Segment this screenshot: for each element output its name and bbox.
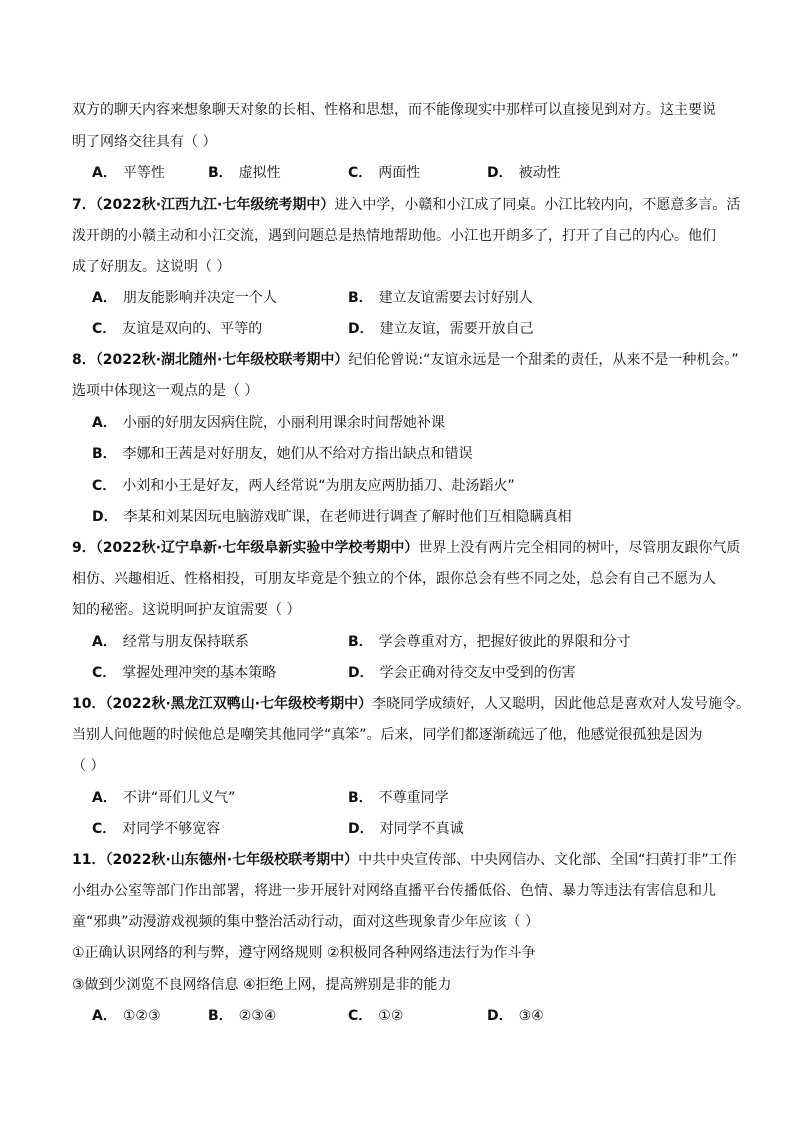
q8-stem-line-2: 选项中体现这一观点的是（ ） xyxy=(72,383,259,399)
q11-option-b: B． ②③④ xyxy=(208,1008,277,1024)
q7-stem-line-3: 成了好朋友。这说明（ ） xyxy=(72,259,231,275)
question-source: （2022秋·黑龙江双鸭山·七年级校考期中） xyxy=(105,696,373,712)
question-source: （2022秋·山东德州·七年级校联考期中） xyxy=(105,852,359,868)
q6-option-a: A． 平等性 xyxy=(92,165,165,181)
q9-option-a: A． 经常与朋友保持联系 xyxy=(92,634,249,650)
q10-stem-line-1: 10．（2022秋·黑龙江双鸭山·七年级校考期中）李晓同学成绩好，人又聪明，因此他总是喜欢对人发号施令。 xyxy=(72,696,751,712)
q8-option-d: D． 李某和刘某因玩电脑游戏旷课，在老师进行调查了解时他们互相隐瞒真相 xyxy=(92,509,572,525)
q9-option-c: C． 掌握处理冲突的基本策略 xyxy=(92,665,277,681)
q9-option-d: D． 学会正确对待交友中受到的伤害 xyxy=(348,665,576,681)
q11-option-d: D． ③④ xyxy=(487,1008,544,1024)
q7-option-d: D． 建立友谊，需要开放自己 xyxy=(348,321,534,337)
q9-option-b: B． 学会尊重对方，把握好彼此的界限和分寸 xyxy=(348,634,631,650)
q11-option-a: A． ①②③ xyxy=(92,1008,161,1024)
q6-stem-line-2: 明了网络交往具有（ ） xyxy=(72,134,217,150)
q6-option-c: C． 两面性 xyxy=(348,165,421,181)
q6-option-d: D． 被动性 xyxy=(487,165,561,181)
question-number: 7． xyxy=(72,197,96,213)
q9-stem-line-2: 相仿、兴趣相近、性格相投，可朋友毕竟是个独立的个体，跟你总会有些不同之处，总会有自己不愿为人 xyxy=(72,571,716,587)
q10-option-d: D． 对同学不真诚 xyxy=(348,821,464,837)
question-number: 11． xyxy=(72,852,106,868)
q8-option-c: C． 小刘和小王是好友，两人经常说“为朋友应两肋插刀、赴汤蹈火” xyxy=(92,478,515,494)
q8-stem-line-1: 8．（2022秋·湖北随州·七年级校联考期中）纪伯伦曾说:“友谊永远是一个甜柔的责任，从来不是一种机会。” xyxy=(72,352,739,368)
q9-stem-line-1: 9．（2022秋·辽宁阜新·七年级阜新实验中学校考期中）世界上没有两片完全相同的树叶，尽管朋友跟你气质 xyxy=(72,540,741,556)
q11-statements-line-2: ③做到少浏览不良网络信息 ④拒绝上网，提高辨别是非的能力 xyxy=(72,977,452,993)
q6-option-b: B． 虚拟性 xyxy=(208,165,281,181)
q10-option-b: B． 不尊重同学 xyxy=(348,790,449,806)
q10-option-c: C． 对同学不够宽容 xyxy=(92,821,221,837)
question-number: 9． xyxy=(72,540,96,556)
q11-stem-line-3: 童“邪典”动漫游戏视频的集中整治活动行动，面对这些现象青少年应该（ ） xyxy=(72,914,539,930)
q10-stem-line-2: 当别人问他题的时候他总是嘲笑其他同学“真笨”。后来，同学们都逐渐疏远了他，他感觉很孤独是因为 xyxy=(72,727,703,743)
q11-option-c: C． ①② xyxy=(348,1008,404,1024)
q10-option-a: A． 不讲“哥们儿义气” xyxy=(92,790,236,806)
question-source: （2022秋·辽宁阜新·七年级阜新实验中学校考期中） xyxy=(95,540,419,556)
q8-option-b: B． 李娜和王茜是对好朋友，她们从不给对方指出缺点和错误 xyxy=(92,446,473,462)
q7-stem-line-1: 7．（2022秋·江西九江·七年级统考期中）进入中学，小赣和小江成了同桌。小江比较内向，不愿意多言。活 xyxy=(72,197,741,213)
q11-stem-line-1: 11．（2022秋·山东德州·七年级校联考期中）中共中央宣传部、中央网信办、文化部、全国“扫黄打非”工作 xyxy=(72,852,737,868)
q11-statements-line-1: ①正确认识网络的利与弊，遵守网络规则 ②积极同各种网络违法行为作斗争 xyxy=(72,945,536,961)
q7-option-c: C． 友谊是双向的、平等的 xyxy=(92,321,263,337)
question-source: （2022秋·湖北随州·七年级校联考期中） xyxy=(95,352,349,368)
q7-stem-line-2: 泼开朗的小赣主动和小江交流，遇到问题总是热情地帮助他。小江也开朗多了，打开了自己的内心。他们 xyxy=(72,228,716,244)
question-source: （2022秋·江西九江·七年级统考期中） xyxy=(95,197,335,213)
q8-option-a: A． 小丽的好朋友因病住院，小丽利用课余时间帮她补课 xyxy=(92,415,445,431)
q10-stem-line-3: （ ） xyxy=(72,758,105,774)
q7-option-a: A． 朋友能影响并决定一个人 xyxy=(92,290,277,306)
question-number: 10． xyxy=(72,696,106,712)
q6-stem-line-1: 双方的聊天内容来想象聊天对象的长相、性格和思想，而不能像现实中那样可以直接见到对方。这主要说 xyxy=(72,102,716,118)
q9-stem-line-3: 知的秘密。这说明呵护友谊需要（ ） xyxy=(72,602,301,618)
q11-stem-line-2: 小组办公室等部门作出部署，将进一步开展针对网络直播平台传播低俗、色情、暴力等违法有害信息和儿 xyxy=(72,883,716,899)
q7-option-b: B． 建立友谊需要去讨好别人 xyxy=(348,290,533,306)
question-number: 8． xyxy=(72,352,96,368)
